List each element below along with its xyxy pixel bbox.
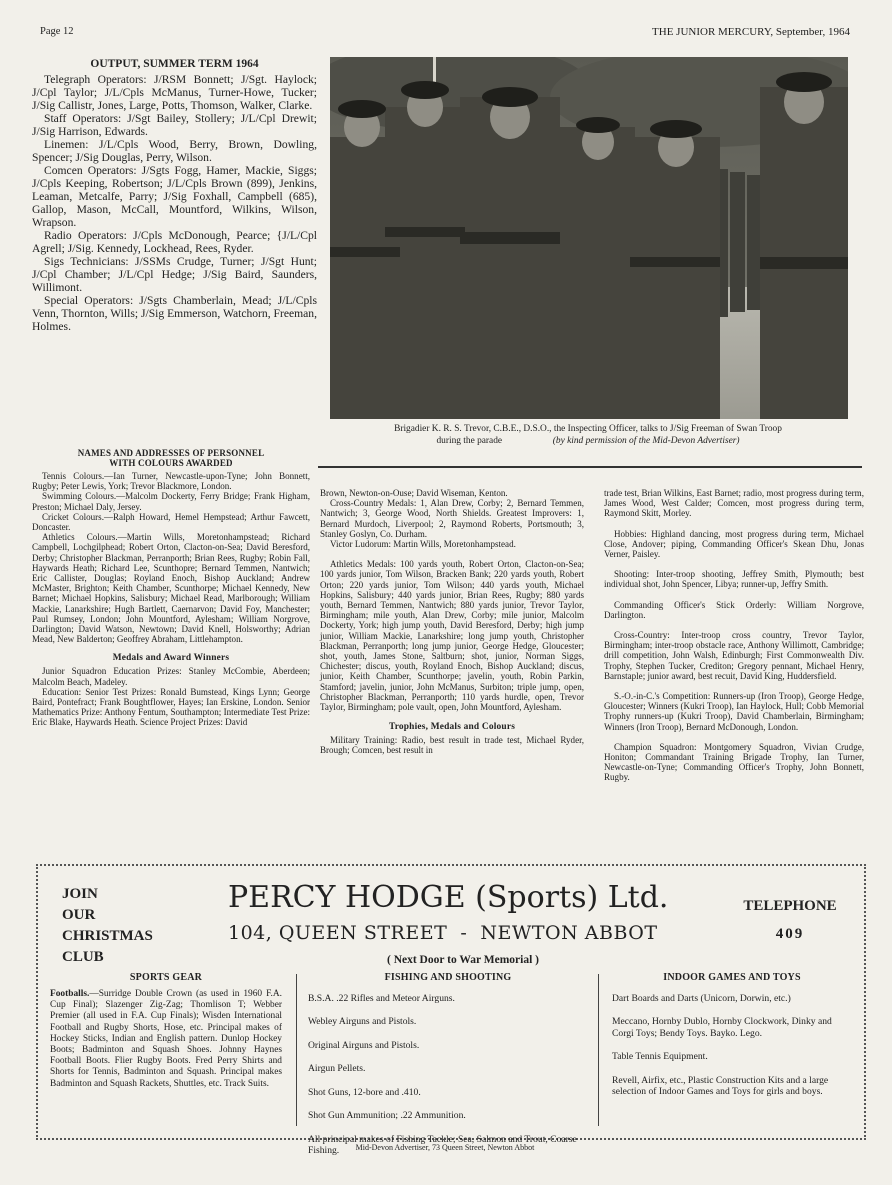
col3-paragraph: trade test, Brian Wilkins, East Barnet; radio, most progress during term, James Wood, West Calder; Comcen, most progress during term, Raymond Skitt, Morley. (604, 488, 864, 519)
photo-credit: (by kind permission of the Mid-Devon Advertiser) (552, 435, 740, 446)
trophies-paragraph: Military Training: Radio, best result in trade test, Michael Ryder, Brough; Comcen, best result in (320, 735, 584, 756)
photo-caption-line1: Brigadier K. R. S. Trevor, C.B.E., D.S.O., the Inspecting Officer, talks to J/Sig Freeman of Swan Troop (394, 424, 782, 434)
indoor-item: Meccano, Hornby Dublo, Hornby Clockwork, Dinky and Corgi Toys; Bendy Toys. Bayko. Lego. (612, 1016, 832, 1039)
col3-paragraph: Commanding Officer's Stick Orderly: William Norgrove, Darlington. (604, 599, 864, 620)
masthead: THE JUNIOR MERCURY, September, 1964 (652, 26, 850, 38)
names-paragraph: Swimming Colours.—Malcolm Dockerty, Ferry Bridge; Frank Higham, Preston; Michael Daly, Jersey. (32, 491, 310, 512)
output-paragraph: Comcen Operators: J/Sgts Fogg, Hamer, Mackie, Siggs; J/Cpls Keeping, Robertson; J/L/Cpls Brown (899), Jenkins, Leaman, Metcalfe, Parry; J/Sig Foxhall, Campbell (685), Gallop, Mason, McCall, Mountford, Wilkins, Wilson, Wrapson. (32, 164, 317, 229)
col2-paragraph: Brown, Newton-on-Ouse; David Wiseman, Kenton. (320, 488, 508, 498)
company-name: PERCY HODGE (Sports) Ltd. (228, 880, 669, 915)
join-line: CHRISTMAS (62, 928, 153, 944)
telephone-number: 409 (775, 926, 805, 942)
output-title: OUTPUT, SUMMER TERM 1964 (90, 58, 259, 70)
names-paragraph: Tennis Colours.—Ian Turner, Newcastle-upon-Tyne; John Bonnett, Rugby; Peter Lewis, York; Trevor Blackmore, London. (32, 471, 310, 492)
col3-paragraph: Hobbies: Highland dancing, most progress during term, Michael Close, Andover; piping, Commanding Officer's Skean Dhu, Jonas Verner, Paisley. (604, 528, 864, 560)
join-line: CLUB (62, 949, 104, 965)
fishing-title: FISHING AND SHOOTING (384, 972, 512, 983)
col2-body (320, 488, 584, 712)
indoor-item: Dart Boards and Darts (Unicorn, Dorwin, etc.) (612, 992, 791, 1004)
col2-paragraph: Victor Ludorum: Martin Wills, Moretonhampstead. (330, 539, 516, 550)
trophies-body (320, 735, 584, 755)
names-body (32, 471, 310, 644)
names-title-line2: WITH COLOURS AWARDED (109, 458, 233, 468)
col3-paragraph: Cross-Country: Inter-troop cross country, Trevor Taylor, Birmingham; inter-troop obstacle race, Anthony Willimott, Cambridge; drill competition, John Walsh, Edinburgh; First Commonwealth Div. Trophy, Stephen Tucker, Crediton; Gregory pennant, Michael Henry, Barnstaple; junior award, best recuit, David King, Huddersfield. (604, 630, 864, 681)
col3-paragraph: Champion Squadron: Montgomery Squadron, Vivian Crudge, Honiton; Commandant Training Brigade Trophy, Ian Turner, Newcastle-on-Tyne; Commanding Officer's Trophy, John Bonnett, Rugby. (604, 741, 864, 783)
fishing-item: Shot Guns, 12-bore and .410. (308, 1086, 421, 1098)
medals-paragraph: Education: Senior Test Prizes: Ronald Bumstead, Kings Lynn; George Baird, Pontefract; Frank Boughtflower, Hayes; Ian Erskine, London. Senior Mathematics Prize: Anthony Fentum, Southampton; Intermediate Test Prize: Eric Blake, Haywards Heath. Science Project Prizes: David (32, 686, 310, 728)
next-door-note: ( Next Door to War Memorial ) (386, 954, 539, 966)
company-address: 104, QUEEN STREET - NEWTON ABBOT (228, 922, 658, 944)
fishing-item: Original Airguns and Pistols. (308, 1039, 420, 1051)
sports-gear-section (50, 972, 282, 1090)
photo-caption-during: during the parade (436, 435, 503, 446)
sports-gear-text (50, 989, 282, 1090)
sports-gear-title: SPORTS GEAR (129, 972, 203, 983)
indoor-title: INDOOR GAMES AND TOYS (663, 972, 801, 983)
parade-photo-illustration (330, 57, 848, 419)
indoor-item: Table Tennis Equipment. (612, 1051, 708, 1062)
col3-paragraph: S.-O.-in-C.'s Competition: Runners-up (Iron Troop), George Hedge, Gloucester; Winners (Kukri Troop), Ian Haylock, Hull; Cobb Memorial Trophy runners-up (Kukri Troop), David Chamberlain, Birmingham; Winners (Iron Troop), Bernard McDonough, London. (604, 691, 864, 732)
output-body (32, 73, 317, 333)
indoor-section (612, 972, 852, 1110)
photo-caption-line2 (318, 436, 858, 448)
medals-title: Medals and Award Winners (112, 653, 230, 664)
column-3 (604, 488, 864, 783)
fishing-item: All principal makes of Fishing Tackle; Sea, Salmon and Trout, Coarse Fishing. (308, 1133, 577, 1156)
trophies-title: Trophies, Medals and Colours (388, 722, 516, 733)
column-2 (320, 488, 584, 756)
join-line: OUR (62, 907, 96, 923)
join-club (62, 884, 153, 968)
fishing-item: B.S.A. .22 Rifles and Meteor Airguns. (308, 992, 455, 1004)
ad-column-divider (598, 974, 599, 1126)
photo-caption (318, 424, 858, 447)
fishing-item: Airgun Pellets. (308, 1063, 366, 1074)
indoor-item: Revell, Airfix, etc., Plastic Construction Kits and a large selection of Indoor Games and Toys for girls and boys. (612, 1074, 829, 1097)
col3-paragraph: Shooting: Inter-troop shooting, Jeffrey Smith, Plymouth; best individual shot, John Spencer, Libya; runner-up, Jeffry Smith. (604, 569, 864, 590)
names-paragraph: Cricket Colours.—Ralph Howard, Hemel Hempstead; Arthur Fawcett, Doncaster. (32, 511, 310, 533)
fishing-section (308, 972, 588, 1169)
col3-body (604, 488, 864, 783)
fishing-item: Shot Gun Ammunition; .22 Ammunition. (308, 1110, 466, 1121)
output-section (32, 58, 317, 333)
footer-imprint: Mid-Devon Advertiser, 73 Queen Street, Newton Abbot (355, 1143, 535, 1152)
medals-body (32, 666, 310, 727)
footballs-lead: Footballs. (50, 989, 90, 999)
ad-column-divider (296, 974, 297, 1126)
join-line: JOIN (62, 886, 98, 902)
parade-photograph (330, 57, 848, 419)
section-divider (318, 466, 862, 468)
medals-paragraph: Junior Squadron Education Prizes: Stanley McCombie, Aberdeen; Malcolm Beach, Madeley. (32, 666, 310, 687)
output-paragraph: Radio Operators: J/Cpls McDonough, Pearce; {J/L/Cpl Agrell; J/Sig. Kennedy, Lockhead, Rees, Ryder. (32, 229, 317, 255)
page-number: Page 12 (40, 26, 74, 37)
fishing-item: Webley Airguns and Pistols. (308, 1016, 417, 1027)
names-paragraph: Athletics Colours.—Martin Wills, Moretonhampstead; Richard Campbell, Lochgilphead; Robert Orton, Clacton-on-Sea; David Beresford, Derby; Christopher Blackman, Perranporth; Brian Rees, Rugby; Robin Fall, Haywards Heath; Richard Lee, Scunthopre; Bernard Temmen, Nantwich; Eric Callister, Douglas; Royland Enoch, Bishop Auckland; Andrew McMaster, Brighton; Keith Chamber, Scunthorpe; Michael Kennedy, New Barnet; Michael Hopkins, Salisbury; Michael Read, Marlborough; William Mackie, Lanarkshire; Hugh Bartlett, Caernarvon; David Foy, Manchester; Paul Rumsey, London; John Mountford, Aylesham; William Norgrove, Darlington; David Watson, Newtown; David Knell, Holsworthy; Adrian Mead, New Balderton; Geoffrey Abraham, Littlehampton. (32, 532, 310, 645)
output-paragraph: Special Operators: J/Sgts Chamberlain, Mead; J/L/Cpls Venn, Thornton, Wills; J/Sig Emmerson, Watchorn, Freeman, Holmes. (32, 294, 317, 333)
output-paragraph: Linemen: J/L/Cpls Wood, Berry, Brown, Dowling, Spencer; J/Sig Douglas, Perry, Wilson. (32, 138, 317, 164)
output-paragraph: Telegraph Operators: J/RSM Bonnett; J/Sgt. Haylock; J/Cpl Taylor; J/L/Cpls McManus, Turner-Howe, Tucker; J/Sig Callistr, Jones, Large, Potts, Thomson, Walker, Clarke. (32, 73, 317, 112)
col2-paragraph: Cross-Country Medals: 1, Alan Drew, Corby; 2, Bernard Temmen, Nantwich; 3, George Wood, North Shields. Greatest Improvers: 1, Bernard Murdoch, Liverpool; 2, Raymond Roberts, Portsmouth; 3, Stanley Goslyn, Co. Durham. (320, 498, 584, 539)
output-paragraph: Staff Operators: J/Sgt Bailey, Stollery; J/L/Cpl Drewit; J/Sig Harrison, Edwards. (32, 112, 317, 138)
names-section (32, 448, 310, 728)
output-paragraph: Sigs Technicians: J/SSMs Crudge, Turner; J/Sgt Hunt; J/Cpl Chamber; J/L/Cpl Hedge; J/Sig Baird, Saunders, Willimont. (32, 255, 317, 294)
names-title-line1: NAMES AND ADDRESSES OF PERSONNEL (77, 448, 265, 458)
col2-paragraph: Athletics Medals: 100 yards youth, Robert Orton, Clacton-on-Sea; 100 yards junior, Tom Wilson, Bracken Bank; 220 yards youth, Robert Orton; 220 yards junior, Tom Wilson; 440 yards youth, Michael Hopkins, Salisbury; 440 yards junior, Brian Rees, Rugby; 880 yards youth, Bernard Temmen, Nantwich; 880 yards junior, Trevor Taylor, Birmingham; mile youth, Alan Drew, Corby; mile junior, Malcolm Dockerty, York; high jump youth, David Beresford, Derby; high jump junior, William Mackie, Lanarkshire; long jump youth, Christopher Blackman, Perranporth; long jump junior, George Hedge, Gloucester; shot, youth, James Stone, Saltburn; shot, junior, Norman Siggs, Chichester; discus, youth, Royland Enoch, Bishop Auckland; discus, junior, Keith Chamber, Scunthorpe; javelin, youth, Robin Parkin, Stamford; javelin, junior, John McManus, Surbiton; triple jump, open, Christopher Blackman, Perranporth; 110 yards hurdle, open, Trevor Taylor, Birmingham; pole vault, open, John Mountford, Aylesham. (320, 559, 584, 713)
sports-gear-body: —Surridge Double Crown (as used in 1960 F.A. Cup Final); Slazenger Zig-Zag; Thomlison T; Webber Premier (all used in F.A. Cup Finals); Wisden International Football and Rugby Shorts, Hose, etc. Principal makes of Hockey Sticks, Indian and English pattern. Dunlop Hockey Boots; Badminton and Squash Shoes. Johnny Haynes Football Boots. Flier Rugby Boots. Fred Perry Shirts and Shorts for Tennis, Badminton and Squash. Principal makes Badminton and Squash Rackets, Shuttles, etc. Track Suits. (50, 989, 282, 1089)
telephone-label: TELEPHONE (743, 898, 837, 914)
